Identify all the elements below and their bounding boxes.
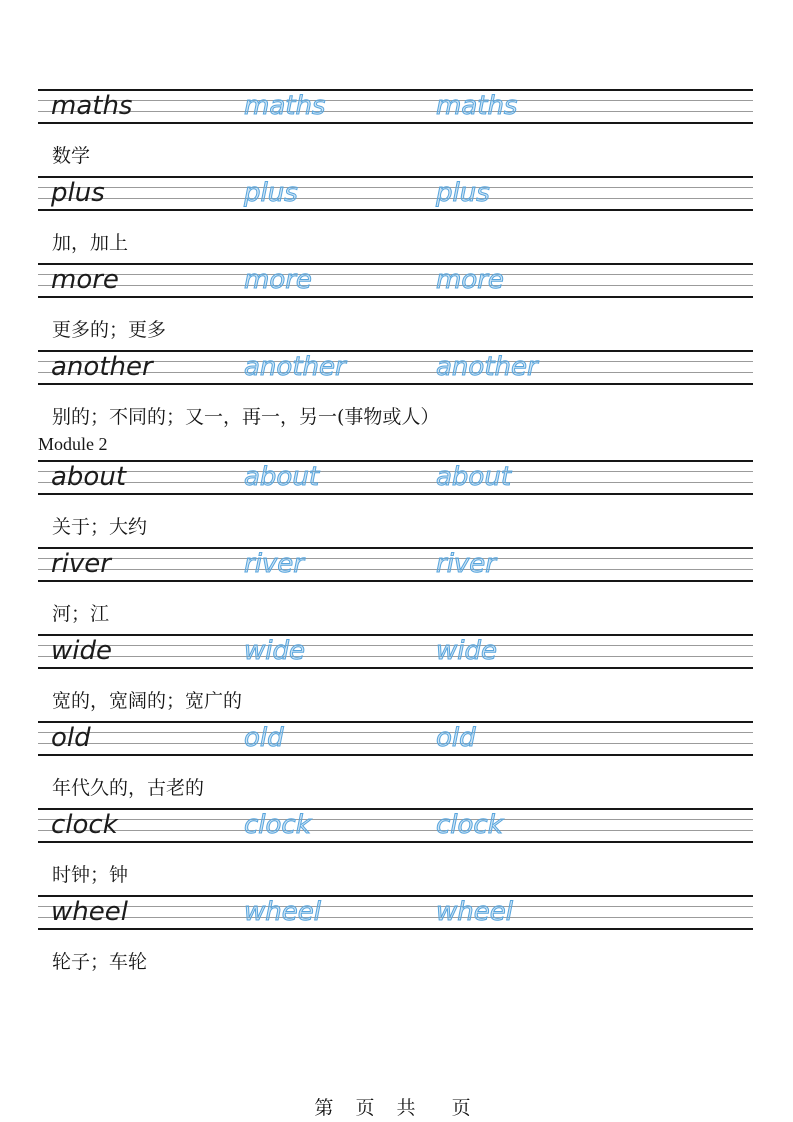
trace-word-1: wide [244, 636, 305, 666]
word-text: about [51, 462, 127, 492]
vocab-entry-about [38, 460, 753, 547]
vocab-entry-old [38, 721, 753, 808]
handwriting-guide-band [38, 263, 753, 298]
trace-word-1: maths [244, 91, 326, 121]
trace-word-1: another [244, 352, 346, 382]
handwriting-guide-band [38, 350, 753, 385]
vocab-entry-wide [38, 634, 753, 721]
trace-word-1: about [244, 462, 320, 492]
guide-line [38, 656, 753, 657]
guide-line [38, 732, 753, 733]
guide-line [38, 111, 753, 112]
guide-line [38, 274, 753, 275]
vocab-entry-maths [38, 89, 753, 176]
trace-word-2: clock [436, 810, 503, 840]
handwriting-guide-band [38, 808, 753, 843]
word-text: plus [51, 178, 105, 208]
guide-line [38, 187, 753, 188]
handwriting-guide-band [38, 460, 753, 495]
word-meaning: 别的；不同的；又一，再一，另一(事物或人） [52, 406, 440, 428]
vocab-entry-another [38, 350, 753, 437]
word-text: old [51, 723, 91, 753]
trace-word-2: plus [436, 178, 490, 208]
guide-line [38, 482, 753, 483]
handwriting-guide-band [38, 634, 753, 669]
guide-line [38, 471, 753, 472]
word-meaning: 关于；大约 [52, 516, 148, 538]
word-text: clock [51, 810, 118, 840]
vocab-entry-river [38, 547, 753, 634]
handwriting-guide-band [38, 721, 753, 756]
trace-word-1: river [244, 549, 304, 579]
word-meaning: 宽的，宽阔的；宽广的 [52, 690, 243, 712]
trace-word-1: clock [244, 810, 311, 840]
page-number-footer: 第 页 共 页 [314, 1097, 479, 1119]
word-meaning: 河；江 [52, 603, 110, 625]
guide-line [38, 743, 753, 744]
trace-word-2: river [436, 549, 496, 579]
guide-line [38, 558, 753, 559]
word-meaning: 时钟；钟 [52, 864, 129, 886]
word-text: wheel [51, 897, 128, 927]
vocab-entry-clock [38, 808, 753, 895]
guide-line [38, 645, 753, 646]
vocabulary-worksheet [38, 89, 753, 982]
trace-word-2: wide [436, 636, 497, 666]
trace-word-2: about [436, 462, 512, 492]
trace-word-2: more [436, 265, 504, 295]
guide-line [38, 917, 753, 918]
handwriting-guide-band [38, 895, 753, 930]
word-text: river [51, 549, 111, 579]
guide-line [38, 906, 753, 907]
module-section-header: Module 2 [38, 434, 108, 454]
trace-word-2: wheel [436, 897, 513, 927]
trace-word-1: more [244, 265, 312, 295]
handwriting-guide-band [38, 89, 753, 124]
handwriting-guide-band [38, 176, 753, 211]
trace-word-1: old [244, 723, 284, 753]
word-text: maths [51, 91, 133, 121]
guide-line [38, 569, 753, 570]
handwriting-guide-band [38, 547, 753, 582]
word-meaning: 轮子；车轮 [52, 951, 148, 973]
word-meaning: 更多的；更多 [52, 319, 167, 341]
trace-word-1: plus [244, 178, 298, 208]
trace-word-1: wheel [244, 897, 321, 927]
guide-line [38, 100, 753, 101]
guide-line [38, 285, 753, 286]
trace-word-2: maths [436, 91, 518, 121]
vocab-entry-wheel [38, 895, 753, 982]
word-meaning: 年代久的，古老的 [52, 777, 205, 799]
vocab-entry-more [38, 263, 753, 350]
trace-word-2: old [436, 723, 476, 753]
guide-line [38, 198, 753, 199]
word-text: wide [51, 636, 112, 666]
word-meaning: 数学 [52, 145, 91, 167]
word-text: more [51, 265, 119, 295]
guide-line [38, 830, 753, 831]
guide-line [38, 819, 753, 820]
vocab-entry-plus [38, 176, 753, 263]
word-text: another [51, 352, 153, 382]
trace-word-2: another [436, 352, 538, 382]
word-meaning: 加，加上 [52, 232, 129, 254]
